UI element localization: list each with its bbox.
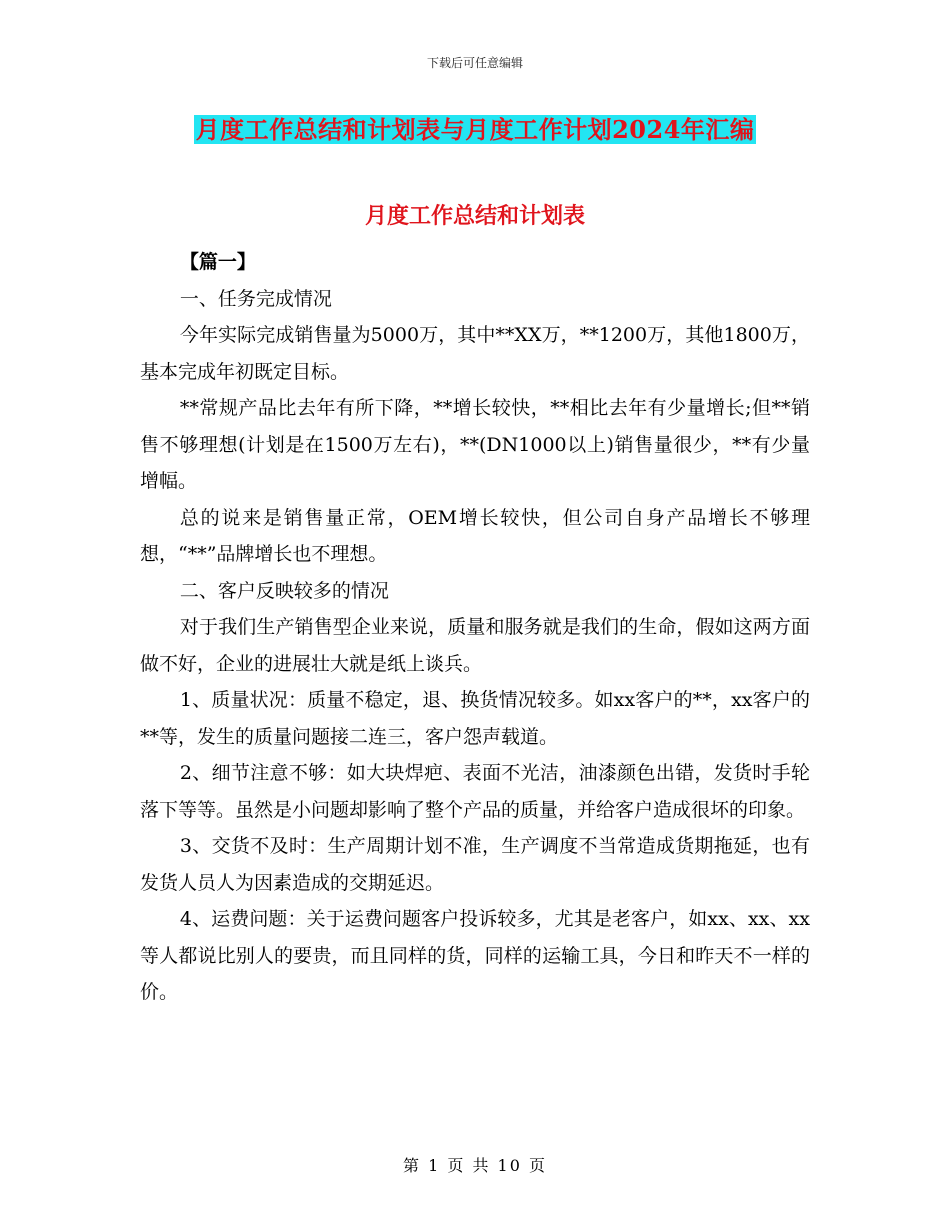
body-paragraph: 3、交货不及时：生产周期计划不准，生产调度不当常造成货期拖延，也有发货人员人为因素造成的交期延迟。 — [140, 835, 810, 894]
document-body — [140, 244, 810, 1011]
body-paragraph: 对于我们生产销售型企业来说，质量和服务就是我们的生命，假如这两方面做不好，企业的进展壮大就是纸上谈兵。 — [140, 616, 810, 675]
page-footer: 第 1 页 共 10 页 — [403, 1156, 547, 1175]
section-heading: 二、客户反映较多的情况 — [179, 579, 389, 602]
body-paragraph: **常规产品比去年有所下降，**增长较快，**相比去年有少量增长;但**销售不够理想(计划是在1500万左右)，**(DN1000以上)销售量很少，**有少量增幅。 — [140, 397, 810, 492]
body-paragraph: 今年实际完成销售量为5000万，其中**XX万，**1200万，其他1800万，基本完成年初既定目标。 — [140, 324, 810, 383]
header-note: 下载后可任意编辑 — [426, 56, 523, 70]
body-paragraph: 4、运费问题：关于运费问题客户投诉较多，尤其是老客户，如xx、xx、xx等人都说比别人的要贵，而且同样的货，同样的运输工具，今日和昨天不一样的价。 — [140, 908, 810, 1003]
body-paragraph: 总的说来是销售量正常，OEM增长较快，但公司自身产品增长不够理想，“**”品牌增长也不理想。 — [140, 506, 810, 565]
section-title: 月度工作总结和计划表 — [364, 203, 585, 229]
body-paragraph: 1、质量状况：质量不稳定，退、换货情况较多。如xx客户的**，xx客户的**等，发生的质量问题接二连三，客户怨声载道。 — [140, 689, 810, 748]
body-paragraph: 2、细节注意不够：如大块焊疤、表面不光洁，油漆颜色出错，发货时手轮落下等等。虽然是小问题却影响了整个产品的质量，并给客户造成很坏的印象。 — [140, 762, 810, 821]
document-title — [0, 112, 950, 148]
section-heading: 一、任务完成情况 — [179, 287, 332, 310]
document-title-text: 月度工作总结和计划表与月度工作计划2024年汇编 — [195, 115, 755, 144]
chapter-label: 【篇一】 — [179, 251, 256, 273]
